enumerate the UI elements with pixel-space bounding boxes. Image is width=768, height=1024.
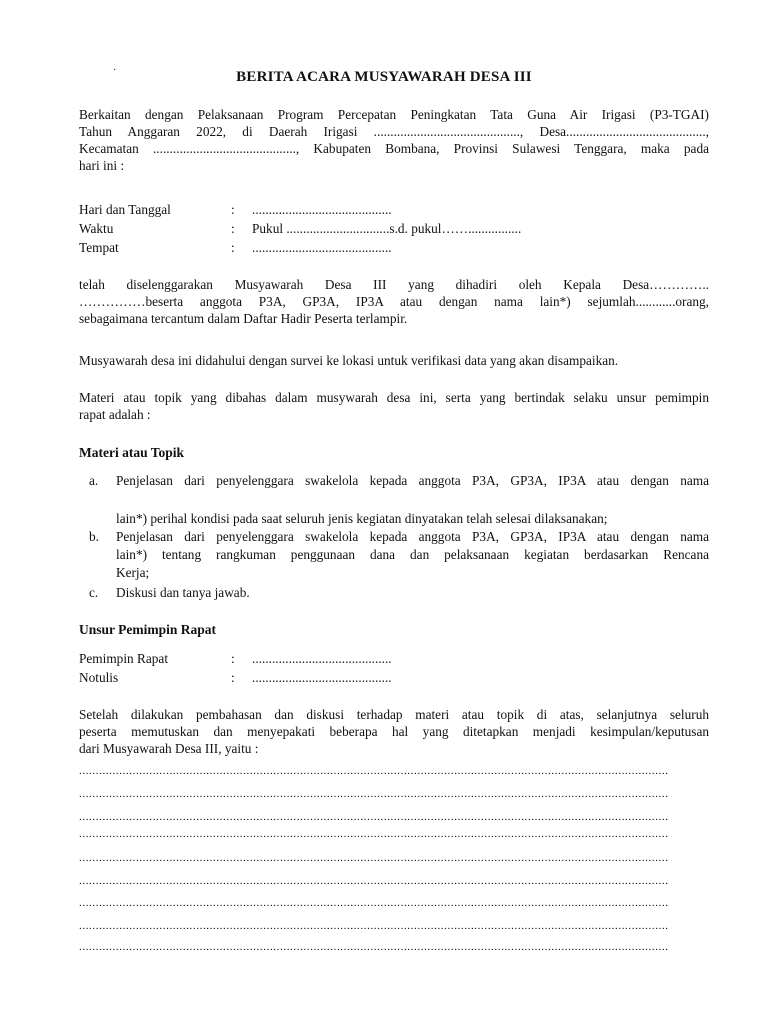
conclusion-line-2: peserta memutuskan dan menyepakati beberapa hal yang ditetapkan menjadi kesimpulan/keputusan (79, 724, 709, 739)
attendance-line-2: ……………beserta anggota P3A, GP3A, IP3A atau dengan nama lain*) sejumlah............orang, (79, 294, 709, 309)
field-colon: : (231, 670, 235, 685)
topic-item-b (79, 528, 709, 584)
document-title: BERITA ACARA MUSYAWARAH DESA III (236, 69, 532, 85)
topics-intro-line-1: Materi atau topik yang dibahas dalam musywarah desa ini, serta yang bertindak selaku unsur pemimpin (79, 390, 709, 405)
topic-line: lain*) tentang rangkuman penggunaan dana dan pelaksanaan kegiatan berdasarkan Rencana (116, 547, 709, 562)
field-value: .......................................... (252, 670, 392, 685)
conclusion-paragraph (79, 706, 709, 757)
intro-line-4: hari ini : (79, 158, 125, 173)
field-value: .......................................... (252, 202, 392, 217)
leaders-heading: Unsur Pemimpin Rapat (79, 622, 217, 637)
topic-marker: b. (89, 529, 99, 544)
blank-dotted-line: ................................................................................................................................................................................ (79, 765, 669, 777)
blank-dotted-line: ................................................................................................................................................................................ (79, 941, 669, 953)
topic-line: Diskusi dan tanya jawab. (116, 585, 250, 600)
field-label: Notulis (79, 670, 119, 685)
blank-dotted-line: ................................................................................................................................................................................ (79, 875, 669, 887)
topic-text (116, 472, 709, 528)
attendance-line-1: telah diselenggarakan Musyawarah Desa III yang dihadiri oleh Kepala Desa………….. (79, 277, 709, 292)
topic-text (116, 584, 709, 602)
topics-intro-paragraph (79, 389, 709, 423)
blank-dotted-line: ................................................................................................................................................................................ (79, 811, 669, 823)
field-label: Waktu (79, 221, 114, 236)
survey-paragraph (79, 352, 709, 369)
topic-line: Kerja; (116, 565, 150, 580)
field-label: Tempat (79, 240, 119, 255)
blank-dotted-line: ................................................................................................................................................................................ (79, 828, 669, 840)
intro-paragraph (79, 106, 709, 174)
survey-line: Musyawarah desa ini didahului dengan survei ke lokasi untuk verifikasi data yang akan disampaikan. (79, 353, 619, 368)
field-colon: : (231, 221, 235, 236)
conclusion-line-1: Setelah dilakukan pembahasan dan diskusi terhadap materi atau topik di atas, selanjutnya seluruh (79, 707, 709, 722)
blank-dotted-line: ................................................................................................................................................................................ (79, 788, 669, 800)
field-colon: : (231, 240, 235, 255)
field-value: Pukul ...............................s.d. pukul……................ (252, 221, 522, 236)
field-label: Pemimpin Rapat (79, 651, 169, 666)
topic-marker: a. (89, 473, 99, 488)
attendance-paragraph (79, 276, 709, 327)
topic-line: Penjelasan dari penyelenggara swakelola kepada anggota P3A, GP3A, IP3A atau dengan nama (116, 473, 709, 488)
blank-dotted-line: ................................................................................................................................................................................ (79, 920, 669, 932)
intro-line-1: Berkaitan dengan Pelaksanaan Program Percepatan Peningkatan Tata Guna Air Irigasi (P3-TGAI) (79, 107, 709, 122)
topic-line: Penjelasan dari penyelenggara swakelola kepada anggota P3A, GP3A, IP3A atau dengan nama (116, 529, 709, 544)
topic-marker: c. (89, 585, 99, 600)
stray-dot-mark: · (113, 65, 117, 76)
conclusion-line-3: dari Musyawarah Desa III, yaitu : (79, 741, 259, 756)
intro-line-3: Kecamatan ..........................................., Kabupaten Bombana, Provinsi Sulawesi Tenggara, maka pada (79, 141, 709, 156)
field-value: .......................................... (252, 240, 392, 255)
blank-dotted-line: ................................................................................................................................................................................ (79, 897, 669, 909)
field-label: Hari dan Tanggal (79, 202, 171, 217)
intro-line-2: Tahun Anggaran 2022, di Daerah Irigasi ............................................, Desa.........................................., (79, 124, 709, 139)
attendance-line-3: sebagaimana tercantum dalam Daftar Hadir Peserta terlampir. (79, 311, 408, 326)
topic-item-c (79, 584, 709, 602)
topics-intro-line-2: rapat adalah : (79, 407, 151, 422)
topics-heading: Materi atau Topik (79, 445, 185, 460)
blank-dotted-line: ................................................................................................................................................................................ (79, 852, 669, 864)
field-colon: : (231, 202, 235, 217)
field-value: .......................................... (252, 651, 392, 666)
topic-text (116, 528, 709, 582)
topic-item-a (79, 472, 709, 526)
topic-line: lain*) perihal kondisi pada saat seluruh jenis kegiatan dinyatakan telah selesai dilaksanakan; (116, 511, 608, 526)
field-colon: : (231, 651, 235, 666)
